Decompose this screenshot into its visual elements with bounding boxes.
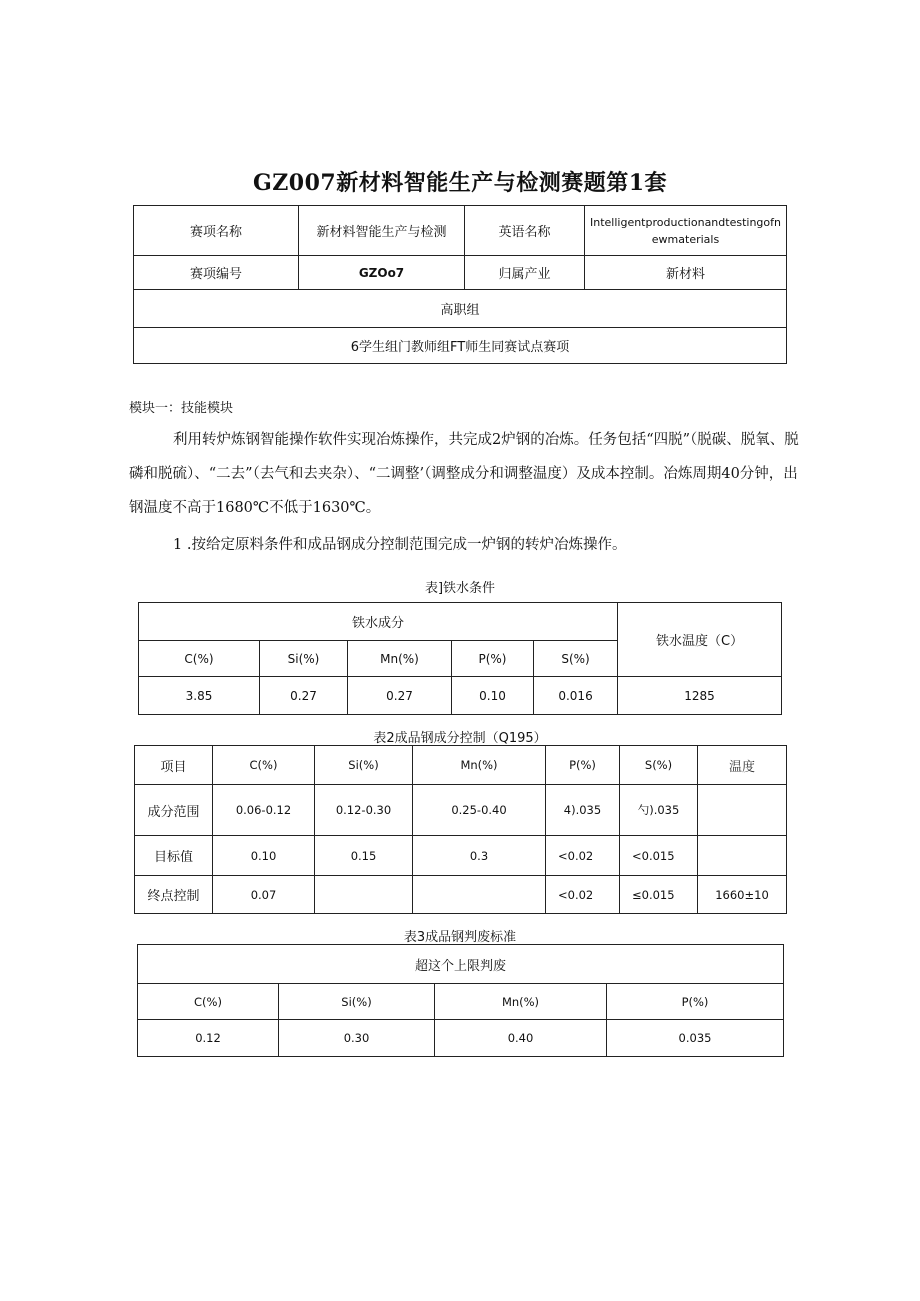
table-cell [698,785,787,836]
info-label: 归属产业 [465,256,585,290]
table-cell: 0.10 [213,836,315,876]
info-value: 新材料 [585,256,787,290]
column-header: Mn(%) [413,746,546,785]
task-paragraph: 利用转炉炼钢智能操作软件实现冶炼操作，共完成2炉钢的冶炼。任务包括“四脱”（脱碳、脱氧、脱磷和脱硫）、“二去”（去气和去夹杂）、“二调整’（调整成分和调整温度）及成本控制。冶炼周期40分钟，出钢温度不高于1680℃不低于1630℃。 [129,432,799,516]
table-cell: 0.06-0.12 [213,785,315,836]
table-row [139,677,782,715]
column-header: 项目 [135,746,213,785]
info-label: 赛项名称 [134,206,299,256]
row-header: 终点控制 [135,876,213,914]
table-cell: 0.40 [435,1020,607,1057]
reject-standard-table [137,944,784,1057]
table-cell [413,876,546,914]
table-cell: 0.10 [452,677,534,715]
column-group-header: 铁水成分 [139,603,618,641]
table-row [135,836,787,876]
finished-steel-table [134,745,787,914]
column-header: Si(%) [260,641,348,677]
info-label: 赛项编号 [134,256,299,290]
table-cell: 3.85 [139,677,260,715]
table-row [138,945,784,984]
row-header: 目标值 [135,836,213,876]
table-cell: <0.02 [546,836,620,876]
table-row [138,1020,784,1057]
column-header: P(%) [546,746,620,785]
column-group-header: 超这个上限判废 [138,945,784,984]
table-row [134,328,787,364]
table-cell: 0.27 [260,677,348,715]
competition-info-table [133,205,787,364]
temperature-header: 铁水温度（C） [618,603,782,677]
column-header: C(%) [138,984,279,1020]
module-title: 模块一：技能模块 [129,401,234,416]
table-cell: ≤0.015 [620,876,698,914]
column-header: Mn(%) [435,984,607,1020]
table-cell: 0.016 [534,677,618,715]
table-cell: 勺).035 [620,785,698,836]
info-value: 新材料智能生产与检测 [299,206,465,256]
column-header: C(%) [213,746,315,785]
column-header: Si(%) [315,746,413,785]
column-header: P(%) [452,641,534,677]
table-row [135,746,787,785]
table-cell [315,876,413,914]
table-row [134,256,787,290]
table-row [134,290,787,328]
table-cell: <0.015 [620,836,698,876]
column-header: S(%) [534,641,618,677]
column-header: Mn(%) [348,641,452,677]
table-cell: 0.30 [279,1020,435,1057]
column-header: S(%) [620,746,698,785]
table-row [135,876,787,914]
info-label: 英语名称 [465,206,585,256]
table3-caption: 表3成品钢判废标准 [403,930,517,945]
table-cell: 0.12 [138,1020,279,1057]
table-cell: 0.15 [315,836,413,876]
row-header: 成分范围 [135,785,213,836]
table-cell: <0.02 [546,876,620,914]
table-cell: 1285 [618,677,782,715]
hot-metal-table [138,602,782,715]
info-value: GZOo7 [299,256,465,290]
table-cell: 0.3 [413,836,546,876]
column-header: Si(%) [279,984,435,1020]
table-row [138,984,784,1020]
info-value-english: Intelligentproductionandtestingofnewmaterials [585,206,787,256]
table-cell [698,836,787,876]
info-track: 6学生组门教师组FT师生同赛试点赛项 [134,328,787,364]
table-row [135,785,787,836]
info-group: 高职组 [134,290,787,328]
table-cell: 0.27 [348,677,452,715]
column-header: 温度 [698,746,787,785]
column-header: P(%) [607,984,784,1020]
column-header: C(%) [139,641,260,677]
page-title: GZ007新材料智能生产与检测赛题第1套 [252,170,668,196]
table-cell: 0.12-0.30 [315,785,413,836]
table-row [134,206,787,256]
table-cell: 0.035 [607,1020,784,1057]
table-cell: 1660±10 [698,876,787,914]
table-cell: 0.25-0.40 [413,785,546,836]
instruction-paragraph: 1 .按给定原料条件和成品钢成分控制范围完成一炉钢的转炉冶炼操作。 [173,537,627,553]
table-cell: 4).035 [546,785,620,836]
table-row [139,603,782,641]
table-cell: 0.07 [213,876,315,914]
table1-caption: 表]铁水条件 [424,581,496,596]
table2-caption: 表2成品钢成分控制（Q195） [373,731,547,746]
